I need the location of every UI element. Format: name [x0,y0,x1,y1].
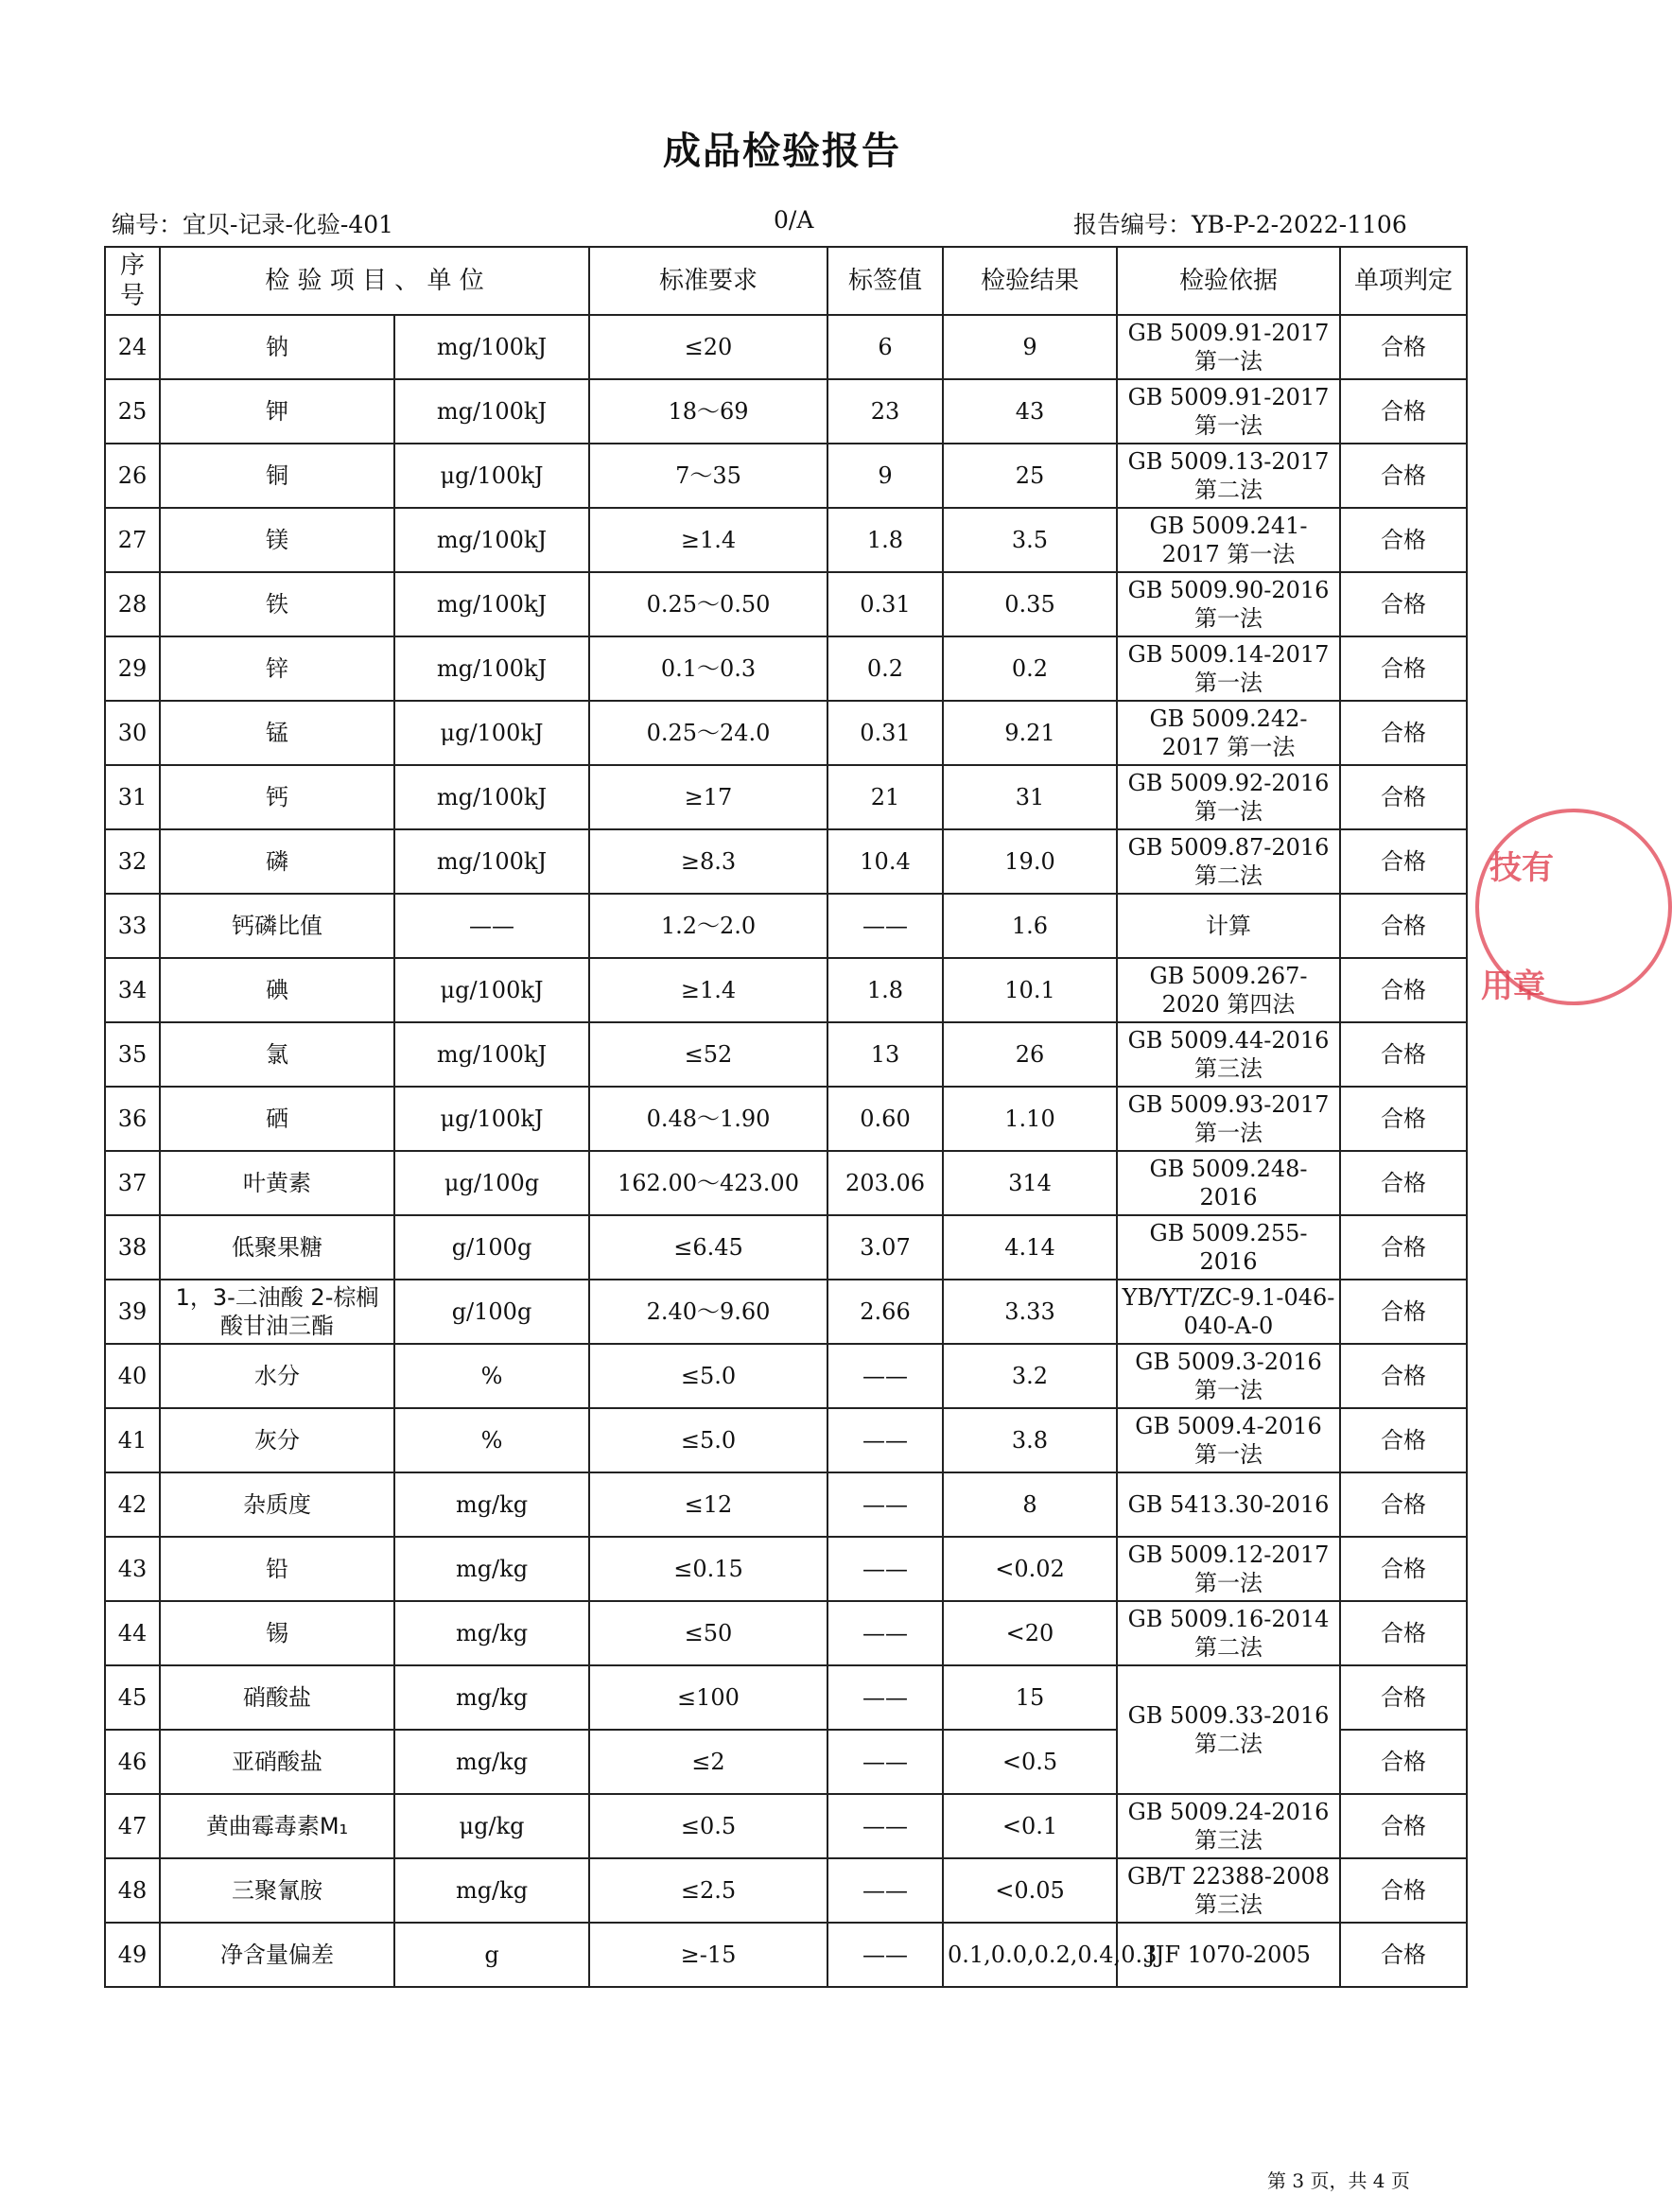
cell-standard: 0.1～0.3 [589,636,827,701]
cell-result: 0.35 [943,572,1117,636]
cell-item-name: 碘 [160,958,394,1022]
cell-label-value: 0.60 [827,1087,943,1151]
table-row [105,572,1467,636]
cell-label-value: —— [827,1730,943,1794]
cell-result: 31 [943,765,1117,829]
table-row [105,379,1467,444]
cell-seq: 39 [105,1280,160,1344]
cell-seq: 27 [105,508,160,572]
cell-verdict: 合格 [1340,765,1467,829]
cell-unit: mg/100kJ [394,636,589,701]
cell-basis: GB 5009.24-2016 第三法 [1117,1794,1340,1858]
cell-result: <0.5 [943,1730,1117,1794]
cell-item-name: 钙磷比值 [160,894,394,958]
cell-standard: ≥1.4 [589,508,827,572]
cell-item-name: 磷 [160,829,394,894]
version: 0/A [774,206,814,234]
cell-verdict: 合格 [1340,1537,1467,1601]
cell-result: 8 [943,1472,1117,1537]
cell-result: 19.0 [943,829,1117,894]
cell-basis: GB 5009.87-2016 第二法 [1117,829,1340,894]
cell-unit: mg/100kJ [394,508,589,572]
cell-item-name: 硝酸盐 [160,1665,394,1730]
table-row [105,1344,1467,1408]
cell-result: <0.05 [943,1858,1117,1923]
cell-item-name: 钠 [160,315,394,379]
table-row [105,315,1467,379]
cell-standard: ≥17 [589,765,827,829]
cell-item-name: 镁 [160,508,394,572]
cell-seq: 25 [105,379,160,444]
cell-unit: mg/100kJ [394,315,589,379]
cell-unit: mg/kg [394,1730,589,1794]
cell-unit: μg/100kJ [394,701,589,765]
cell-result: 9 [943,315,1117,379]
cell-seq: 35 [105,1022,160,1087]
cell-unit: μg/kg [394,1794,589,1858]
cell-basis: 计算 [1117,894,1340,958]
header-result: 检验结果 [943,247,1117,315]
cell-unit: g/100g [394,1280,589,1344]
cell-standard: ≤12 [589,1472,827,1537]
cell-standard: 162.00～423.00 [589,1151,827,1215]
cell-standard: ≤5.0 [589,1344,827,1408]
cell-standard: 0.25～24.0 [589,701,827,765]
cell-item-name: 三聚氰胺 [160,1858,394,1923]
cell-result: <20 [943,1601,1117,1665]
cell-item-name: 铜 [160,444,394,508]
cell-basis: GB 5009.4-2016 第一法 [1117,1408,1340,1472]
cell-verdict: 合格 [1340,958,1467,1022]
cell-standard: ≤52 [589,1022,827,1087]
cell-unit: μg/100kJ [394,444,589,508]
cell-standard: 0.25～0.50 [589,572,827,636]
cell-standard: 2.40～9.60 [589,1280,827,1344]
table-row [105,829,1467,894]
cell-basis: GB 5009.267-2020 第四法 [1117,958,1340,1022]
cell-result: 314 [943,1151,1117,1215]
table-row [105,1794,1467,1858]
cell-label-value: —— [827,1601,943,1665]
cell-basis: GB 5009.91-2017 第一法 [1117,379,1340,444]
report-number: 报告编号：YB-P-2-2022-1106 [1073,211,1407,238]
cell-result: 0.2 [943,636,1117,701]
cell-item-name: 锡 [160,1601,394,1665]
cell-basis: YB/YT/ZC-9.1-046-040-A-0 [1117,1280,1340,1344]
cell-verdict: 合格 [1340,1858,1467,1923]
cell-seq: 26 [105,444,160,508]
cell-unit: mg/100kJ [394,572,589,636]
cell-result: <0.1 [943,1794,1117,1858]
cell-label-value: 13 [827,1022,943,1087]
cell-result: 4.14 [943,1215,1117,1280]
cell-label-value: 203.06 [827,1151,943,1215]
cell-item-name: 低聚果糖 [160,1215,394,1280]
cell-basis: GB 5009.91-2017 第一法 [1117,315,1340,379]
table-row [105,444,1467,508]
cell-item-name: 氯 [160,1022,394,1087]
cell-result: 3.2 [943,1344,1117,1408]
cell-seq: 44 [105,1601,160,1665]
table-row [105,636,1467,701]
cell-unit: —— [394,894,589,958]
table-header-row [105,247,1467,315]
cell-standard: ≤5.0 [589,1408,827,1472]
cell-standard: ≥-15 [589,1923,827,1987]
cell-unit: mg/100kJ [394,1022,589,1087]
cell-seq: 38 [105,1215,160,1280]
cell-seq: 28 [105,572,160,636]
cell-basis: GB 5009.92-2016 第一法 [1117,765,1340,829]
cell-result: 0.1,0.0,0.2,0.4,0.3 [943,1923,1117,1987]
cell-label-value: —— [827,894,943,958]
cell-standard: ≥1.4 [589,958,827,1022]
table-row [105,701,1467,765]
cell-seq: 30 [105,701,160,765]
cell-unit: g/100g [394,1215,589,1280]
cell-verdict: 合格 [1340,1022,1467,1087]
table-row [105,1665,1467,1730]
cell-basis: GB 5009.16-2014 第二法 [1117,1601,1340,1665]
report-title: 成品检验报告 [663,130,901,173]
cell-seq: 42 [105,1472,160,1537]
cell-standard: 0.48～1.90 [589,1087,827,1151]
header-verdict: 单项判定 [1340,247,1467,315]
cell-basis: GB 5009.248-2016 [1117,1151,1340,1215]
cell-standard: ≤6.45 [589,1215,827,1280]
cell-seq: 29 [105,636,160,701]
cell-item-name: 硒 [160,1087,394,1151]
table-row [105,1215,1467,1280]
cell-label-value: 2.66 [827,1280,943,1344]
cell-label-value: 23 [827,379,943,444]
cell-result: <0.02 [943,1537,1117,1601]
cell-unit: mg/100kJ [394,765,589,829]
cell-basis: GB 5009.93-2017 第一法 [1117,1087,1340,1151]
cell-unit: mg/100kJ [394,829,589,894]
cell-verdict: 合格 [1340,1215,1467,1280]
cell-label-value: 0.2 [827,636,943,701]
cell-label-value: —— [827,1408,943,1472]
cell-verdict: 合格 [1340,1794,1467,1858]
cell-verdict: 合格 [1340,572,1467,636]
cell-basis: JJF 1070-2005 [1117,1923,1340,1987]
record-number: 编号：宜贝-记录-化验-401 [112,211,394,238]
cell-seq: 48 [105,1858,160,1923]
cell-label-value: —— [827,1472,943,1537]
cell-verdict: 合格 [1340,1408,1467,1472]
table-row [105,1537,1467,1601]
table-row [105,1087,1467,1151]
table-row [105,1408,1467,1472]
cell-label-value: 1.8 [827,958,943,1022]
cell-item-name: 钾 [160,379,394,444]
cell-seq: 41 [105,1408,160,1472]
cell-label-value: 1.8 [827,508,943,572]
cell-verdict: 合格 [1340,1344,1467,1408]
cell-verdict: 合格 [1340,379,1467,444]
cell-seq: 31 [105,765,160,829]
cell-standard: ≤20 [589,315,827,379]
table-row [105,1601,1467,1665]
table-row [105,958,1467,1022]
cell-verdict: 合格 [1340,444,1467,508]
cell-unit: mg/kg [394,1537,589,1601]
cell-result: 26 [943,1022,1117,1087]
cell-result: 3.5 [943,508,1117,572]
cell-unit: μg/100g [394,1151,589,1215]
cell-unit: μg/100kJ [394,1087,589,1151]
cell-verdict: 合格 [1340,1151,1467,1215]
cell-seq: 40 [105,1344,160,1408]
cell-unit: mg/100kJ [394,379,589,444]
cell-label-value: 9 [827,444,943,508]
cell-basis: GB 5009.90-2016 第一法 [1117,572,1340,636]
cell-verdict: 合格 [1340,829,1467,894]
cell-verdict: 合格 [1340,636,1467,701]
cell-label-value: —— [827,1858,943,1923]
cell-item-name: 杂质度 [160,1472,394,1537]
cell-label-value: 0.31 [827,701,943,765]
cell-unit: mg/kg [394,1472,589,1537]
cell-result: 9.21 [943,701,1117,765]
cell-label-value: —— [827,1344,943,1408]
table-row [105,1280,1467,1344]
cell-result: 1.6 [943,894,1117,958]
cell-seq: 34 [105,958,160,1022]
cell-basis: GB 5009.255-2016 [1117,1215,1340,1280]
header-label-value: 标签值 [827,247,943,315]
header-item-unit: 检 验 项 目 、 单 位 [160,247,589,315]
cell-seq: 45 [105,1665,160,1730]
header-basis: 检验依据 [1117,247,1340,315]
cell-verdict: 合格 [1340,1087,1467,1151]
cell-seq: 47 [105,1794,160,1858]
cell-item-name: 铁 [160,572,394,636]
page-footer: 第 3 页，共 4 页 [1267,2169,1410,2192]
stamp-text-2: 用章 [1481,967,1545,1005]
table-row [105,1022,1467,1087]
cell-basis: GB 5009.241-2017 第一法 [1117,508,1340,572]
table-row [105,894,1467,958]
cell-seq: 43 [105,1537,160,1601]
cell-seq: 24 [105,315,160,379]
cell-label-value: —— [827,1923,943,1987]
cell-unit: % [394,1408,589,1472]
cell-unit: mg/kg [394,1665,589,1730]
cell-unit: mg/kg [394,1858,589,1923]
cell-label-value: 6 [827,315,943,379]
cell-item-name: 锰 [160,701,394,765]
cell-item-name: 1，3-二油酸 2-棕榈酸甘油三酯 [160,1280,394,1344]
cell-label-value: 21 [827,765,943,829]
cell-result: 43 [943,379,1117,444]
cell-basis: GB 5009.13-2017 第二法 [1117,444,1340,508]
cell-item-name: 水分 [160,1344,394,1408]
cell-standard: ≤0.15 [589,1537,827,1601]
cell-basis: GB 5009.44-2016 第三法 [1117,1022,1340,1087]
cell-item-name: 净含量偏差 [160,1923,394,1987]
cell-seq: 33 [105,894,160,958]
cell-basis: GB 5009.12-2017 第一法 [1117,1537,1340,1601]
cell-verdict: 合格 [1340,1665,1467,1730]
cell-basis: GB 5413.30-2016 [1117,1472,1340,1537]
cell-label-value: —— [827,1665,943,1730]
cell-result: 1.10 [943,1087,1117,1151]
stamp-text-1: 技有 [1489,849,1554,887]
cell-label-value: —— [827,1794,943,1858]
cell-seq: 49 [105,1923,160,1987]
cell-result: 10.1 [943,958,1117,1022]
cell-verdict: 合格 [1340,1730,1467,1794]
cell-basis: GB 5009.14-2017 第一法 [1117,636,1340,701]
cell-result: 3.8 [943,1408,1117,1472]
cell-verdict: 合格 [1340,701,1467,765]
cell-unit: g [394,1923,589,1987]
cell-result: 25 [943,444,1117,508]
header-seq: 序号 [105,247,160,315]
cell-item-name: 钙 [160,765,394,829]
cell-verdict: 合格 [1340,1280,1467,1344]
cell-item-name: 铅 [160,1537,394,1601]
table-row [105,1858,1467,1923]
cell-label-value: —— [827,1537,943,1601]
cell-standard: ≥8.3 [589,829,827,894]
table-row [105,508,1467,572]
cell-unit: μg/100kJ [394,958,589,1022]
cell-item-name: 锌 [160,636,394,701]
cell-basis: GB/T 22388-2008 第三法 [1117,1858,1340,1923]
cell-seq: 32 [105,829,160,894]
cell-standard: ≤50 [589,1601,827,1665]
table-row [105,765,1467,829]
cell-label-value: 10.4 [827,829,943,894]
header-standard: 标准要求 [589,247,827,315]
cell-label-value: 0.31 [827,572,943,636]
cell-seq: 36 [105,1087,160,1151]
cell-verdict: 合格 [1340,508,1467,572]
cell-seq: 46 [105,1730,160,1794]
cell-label-value: 3.07 [827,1215,943,1280]
cell-verdict: 合格 [1340,315,1467,379]
cell-standard: ≤0.5 [589,1794,827,1858]
table-row [105,1472,1467,1537]
cell-item-name: 亚硝酸盐 [160,1730,394,1794]
cell-standard: ≤2 [589,1730,827,1794]
cell-basis: GB 5009.3-2016 第一法 [1117,1344,1340,1408]
cell-standard: 1.2～2.0 [589,894,827,958]
cell-seq: 37 [105,1151,160,1215]
inspection-table [104,246,1468,1988]
cell-item-name: 叶黄素 [160,1151,394,1215]
cell-verdict: 合格 [1340,894,1467,958]
cell-unit: % [394,1344,589,1408]
cell-unit: mg/kg [394,1601,589,1665]
cell-basis: GB 5009.33-2016 第二法 [1117,1665,1340,1794]
cell-verdict: 合格 [1340,1472,1467,1537]
cell-verdict: 合格 [1340,1923,1467,1987]
cell-standard: ≤100 [589,1665,827,1730]
cell-standard: 18～69 [589,379,827,444]
cell-standard: ≤2.5 [589,1858,827,1923]
table-row [105,1151,1467,1215]
cell-verdict: 合格 [1340,1601,1467,1665]
cell-item-name: 黄曲霉毒素M₁ [160,1794,394,1858]
cell-result: 15 [943,1665,1117,1730]
cell-standard: 7～35 [589,444,827,508]
cell-basis: GB 5009.242-2017 第一法 [1117,701,1340,765]
cell-result: 3.33 [943,1280,1117,1344]
cell-item-name: 灰分 [160,1408,394,1472]
table-row [105,1923,1467,1987]
